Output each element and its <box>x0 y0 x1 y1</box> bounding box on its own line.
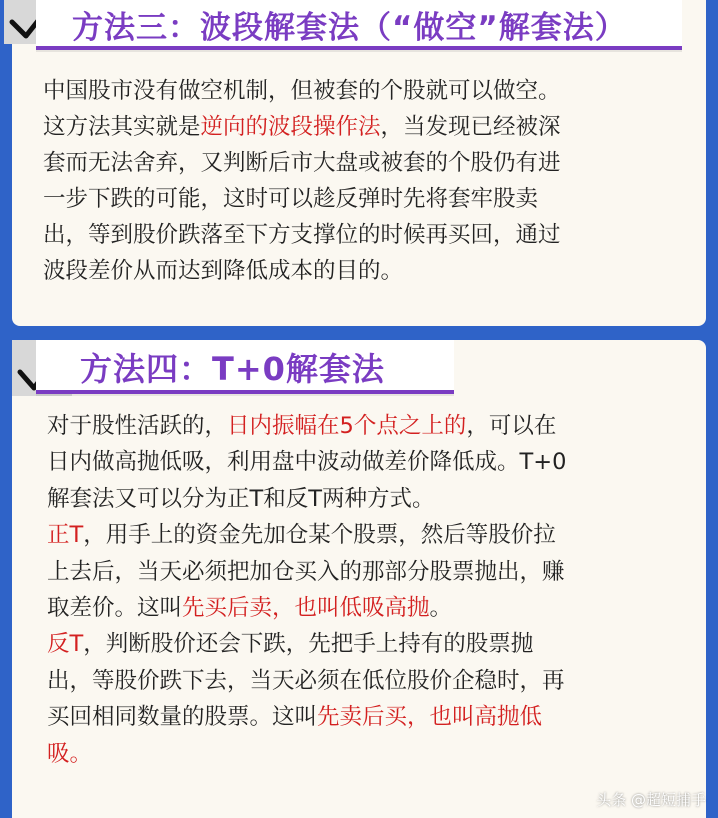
highlight-text: 先买后卖，也叫低吸高抛 <box>182 594 430 621</box>
highlight-text: 日内振幅在5个点之上的 <box>227 413 467 439</box>
section-3-heading <box>36 0 682 50</box>
body-line <box>47 736 687 772</box>
body-line <box>43 145 683 181</box>
body-line <box>43 217 683 253</box>
section-3-body <box>43 73 683 289</box>
body-line <box>47 663 687 699</box>
body-line <box>47 626 687 662</box>
body-line <box>47 517 687 553</box>
body-line <box>47 444 687 480</box>
body-line <box>43 181 683 217</box>
highlight-text: 反T <box>47 631 84 658</box>
body-text: 。 <box>429 594 453 621</box>
body-line <box>47 699 687 735</box>
body-text: ，当发现已经被深 <box>380 114 561 140</box>
body-text: 出，等股价跌下去，当天必须在低位股价企稳时，再 <box>47 667 565 694</box>
body-text: 买回相同数量的股票。这叫 <box>47 704 318 731</box>
body-line <box>43 109 683 145</box>
section-4-title: 方法四：T+0解套法 <box>80 350 385 388</box>
body-text: ，可以在 <box>466 413 557 439</box>
highlight-text: 先卖后买，也叫高抛低 <box>317 704 543 731</box>
watermark: 头条 @超短捕手 <box>596 791 706 809</box>
body-text: 中国股市没有做空机制，但被套的个股就可以做空。 <box>43 78 561 104</box>
body-text: 一步下跌的可能，这时可以趁反弹时先将套牢股卖 <box>43 186 539 212</box>
body-text: 日内做高抛低吸，利用盘中波动做差价降低成。T+0 <box>47 449 567 476</box>
body-line <box>47 590 687 626</box>
highlight-text: 逆向的波段操作法 <box>200 114 381 140</box>
body-line <box>47 481 687 517</box>
body-text: 套而无法舍弃，又判断后市大盘或被套的个股仍有进 <box>43 150 561 176</box>
body-text: ，判断股价还会下跌，先把手上持有的股票抛 <box>83 631 534 658</box>
highlight-text: 吸。 <box>47 740 93 767</box>
body-text: ，用手上的资金先加仓某个股票，然后等股价拉 <box>83 522 556 549</box>
section-3-title: 方法三：波段解套法（“做空”解套法） <box>72 10 627 46</box>
body-line <box>47 408 687 444</box>
body-line <box>43 253 683 289</box>
body-text: 取差价。这叫 <box>47 594 183 621</box>
body-text: 波段差价从而达到降低成本的目的。 <box>43 258 404 284</box>
body-text: 对于股性活跃的， <box>47 413 228 439</box>
section-4-body <box>47 408 687 772</box>
body-line <box>47 554 687 590</box>
body-text: 解套法又可以分为正T和反T两种方式。 <box>47 485 435 512</box>
body-text: 这方法其实就是 <box>43 114 201 140</box>
highlight-text: 正T <box>47 522 84 549</box>
body-text: 上去后，当天必须把加仓买入的那部分股票抛出，赚 <box>47 558 565 585</box>
section-4-heading <box>36 340 454 394</box>
body-line <box>43 73 683 109</box>
body-text: 出，等到股价跌落至下方支撑位的时候再买回，通过 <box>43 222 561 248</box>
